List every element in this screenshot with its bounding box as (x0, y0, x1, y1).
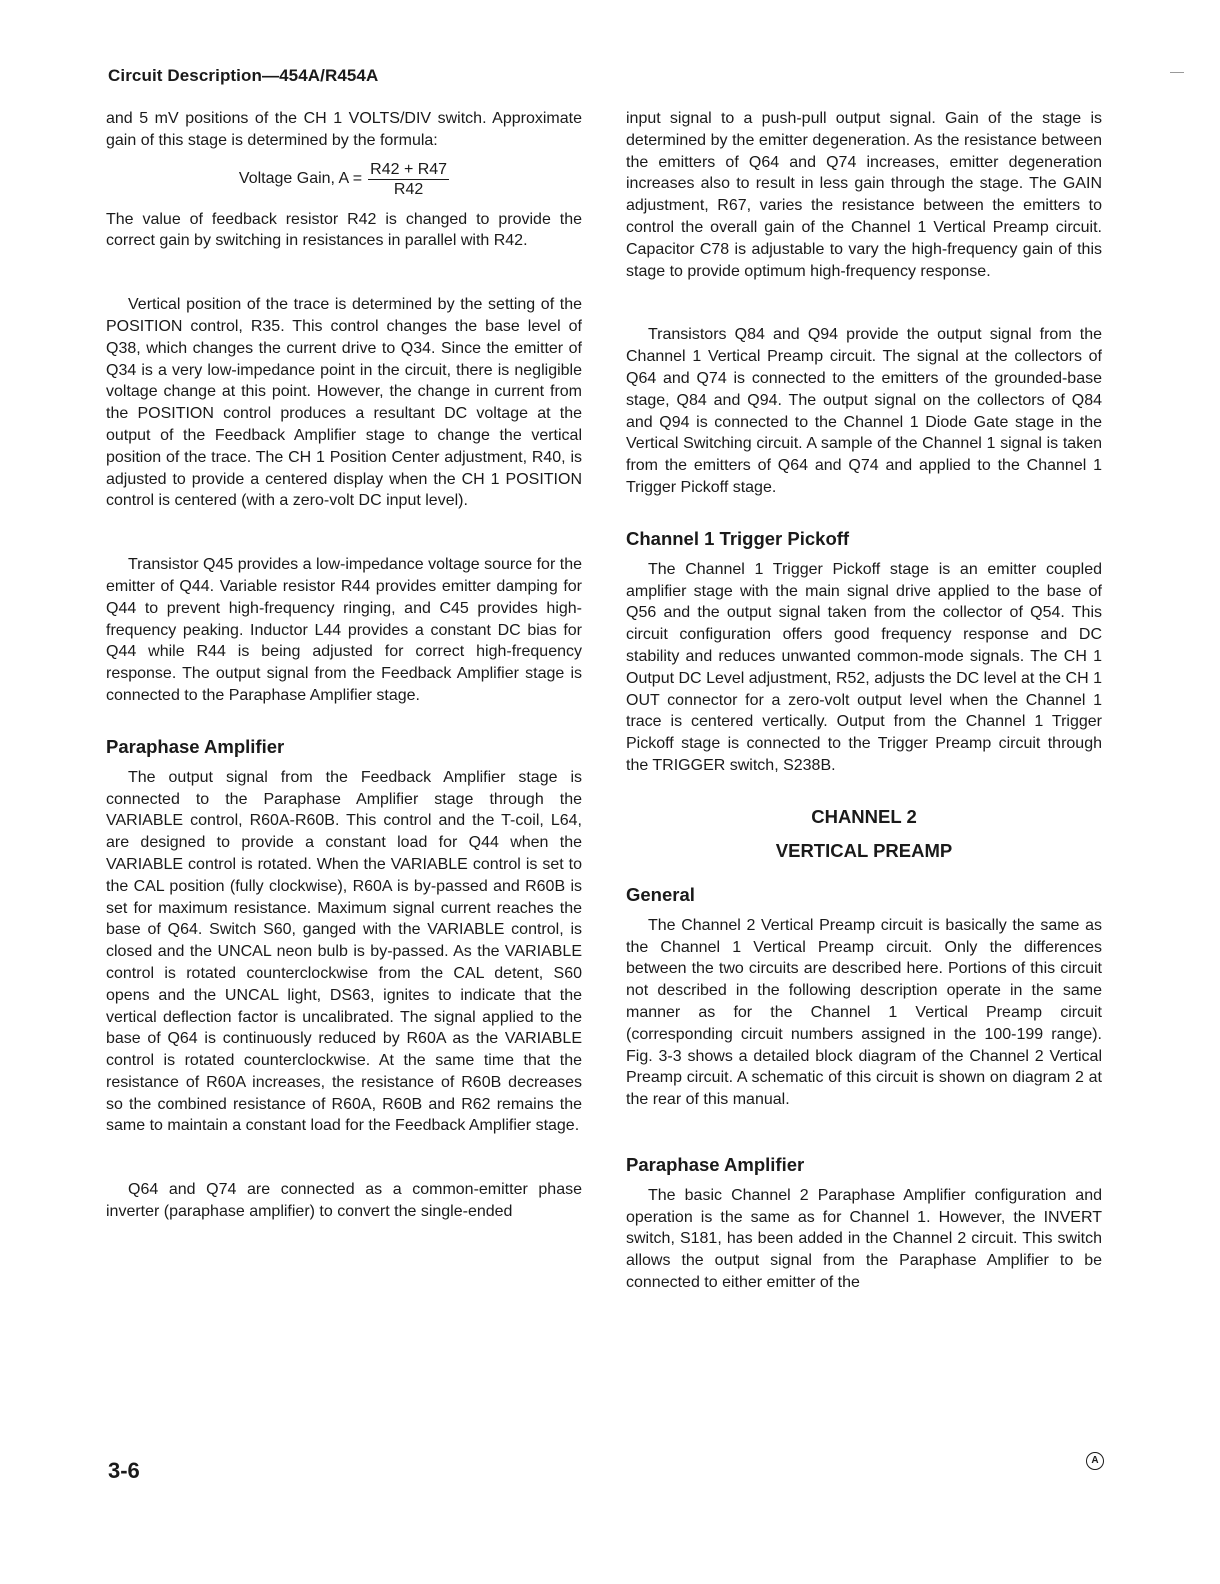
revision-mark: A (1086, 1452, 1104, 1470)
header-rule-mark (1170, 72, 1184, 73)
paraphase-paragraph: The output signal from the Feedback Amplifier stage is connected to the Paraphase Amplifier stage through the VARIABLE control, R60A-R60B. This control and the T-coil, L64, are designed to provide a constant load for Q44 when the VARIABLE control is rotated. When the VARIABLE control is set to the CAL position (fully clockwise), R60A is by-passed and R60B is set for maximum resistance. Maximum signal current reaches the base of Q64. Switch S60, ganged with the VARIABLE control, is closed and the UNCAL neon bulb is by-passed. As the VARIABLE control is rotated counterclockwise from the CAL detent, S60 opens and the UNCAL light, DS63, ignites to indicate that the vertical deflection factor is uncalibrated. The signal applied to the base of Q64 is continuously reduced by R60A as the VARIABLE control is rotated counterclockwise. At the same time that the resistance of R60A increases, the resistance of R60B decreases so the combined resistance of R60A, R60B and R62 remains the same to maintain a constant load for the Feedback Amplifier stage. (106, 768, 582, 1135)
formula-denominator: R42 (393, 180, 424, 198)
feedback-paragraph: The value of feedback resistor R42 is changed to provide the correct gain by switching in resistances in parallel with R42. (106, 210, 582, 250)
paraphase-heading: Paraphase Amplifier (106, 735, 285, 757)
position-paragraph: Vertical position of the trace is determined by the setting of the POSITION control, R35. This control changes the base level of Q38, which changes the current drive to Q34. Since the emitter of Q34 is a very low-impedance point in the circuit, there is negligible voltage change at this point. However, the change in current from the POSITION control produces a resultant DC voltage at the output of the Feedback Amplifier stage to change the vertical position of the trace. The CH 1 Position Center adjustment, R40, is adjusted to provide a centered display when the CH 1 POSITION control is centered (with a zero-volt DC input level). (106, 296, 582, 510)
trigger-pickoff-heading: Channel 1 Trigger Pickoff (626, 527, 850, 549)
q84-paragraph: Transistors Q84 and Q94 provide the output signal from the Channel 1 Vertical Preamp circuit. The signal at the collectors of Q64 and Q74 is connected to the emitters of the grounded-base stage, Q84 and Q94. The output signal on the collectors of Q84 and Q94 is connected to the Channel 1 Diode Gate stage in the Vertical Switching circuit. A sample of the Channel 1 signal is taken from the emitters of Q64 and Q74 and applied to the Channel 1 Trigger Pickoff stage. (626, 326, 1102, 496)
trigger-pickoff-paragraph: The Channel 1 Trigger Pickoff stage is an emitter coupled amplifier stage with the main signal drive applied to the base of Q56 and the output signal taken from the collector of Q54. This circuit configuration offers good frequency response and DC stability and reduces unwanted common-mode signals. The CH 1 Output DC Level adjustment, R52, adjusts the DC level at the CH 1 OUT connector for a zero-volt output level when the Channel 1 trace is centered vertically. Output from the Channel 1 Trigger Pickoff stage is connected to the Trigger Preamp circuit through the TRIGGER switch, S238B. (626, 560, 1102, 774)
general-heading: General (626, 883, 695, 905)
paraphase-2-paragraph: The basic Channel 2 Paraphase Amplifier configuration and operation is the same as for Channel 1. However, the INVERT switch, S181, has been added in the Channel 2 circuit. This switch allows the output signal from the Paraphase Amplifier to be connected to either emitter of the (626, 1186, 1102, 1292)
formula-label: Voltage Gain, A = (238, 170, 363, 188)
left-column (106, 108, 582, 1223)
right-column (626, 108, 1102, 1294)
section-title-channel-2: CHANNEL 2 (811, 805, 917, 827)
voltage-gain-formula (106, 160, 582, 199)
formula-fraction (368, 160, 449, 199)
intro-paragraph: and 5 mV positions of the CH 1 VOLTS/DIV switch. Approximate gain of this stage is determined by the formula: (106, 110, 582, 149)
formula-numerator: R42 + R47 (370, 160, 448, 178)
page-number: 3-6 (108, 1458, 140, 1483)
q45-paragraph: Transistor Q45 provides a low-impedance voltage source for the emitter of Q44. Variable resistor R44 provides emitter damping for Q44 to prevent high-frequency ringing, and C45 provides high-frequency peaking. Inductor L44 provides a constant DC bias for Q44 while R44 is being adjusted for correct high-frequency response. The output signal from the Feedback Amplifier stage is connected to the Paraphase Amplifier stage. (106, 556, 582, 704)
general-paragraph: The Channel 2 Vertical Preamp circuit is basically the same as the Channel 1 Vertical Preamp circuit. Only the differences between the two circuits are described here. Portions of this circuit not described in the following description operate in the same manner as for the Channel 1 Vertical Preamp circuit (corresponding circuit numbers assigned in the 100-199 range). Fig. 3-3 shows a detailed block diagram of the Channel 2 Vertical Preamp circuit. A schematic of this circuit is shown on diagram 2 at the rear of this manual. (626, 916, 1102, 1109)
section-title-vertical-preamp: VERTICAL PREAMP (775, 839, 953, 861)
continuation-paragraph: input signal to a push-pull output signal. Gain of the stage is determined by the emitter degeneration. As the resistance between the emitters of Q64 and Q74 increases, emitter degeneration increases also to result in less gain through the stage. The GAIN adjustment, R67, varies the resistance between the emitters to control the overall gain of the Channel 1 Vertical Preamp circuit. Capacitor C78 is adjustable to vary the high-frequency gain of this stage to provide optimum high-frequency response. (626, 110, 1102, 280)
running-header: Circuit Description—454A/R454A (108, 66, 379, 85)
q64-paragraph: Q64 and Q74 are connected as a common-emitter phase inverter (paraphase amplifier) to convert the single-ended (106, 1181, 582, 1221)
paraphase-2-heading: Paraphase Amplifier (626, 1153, 805, 1175)
